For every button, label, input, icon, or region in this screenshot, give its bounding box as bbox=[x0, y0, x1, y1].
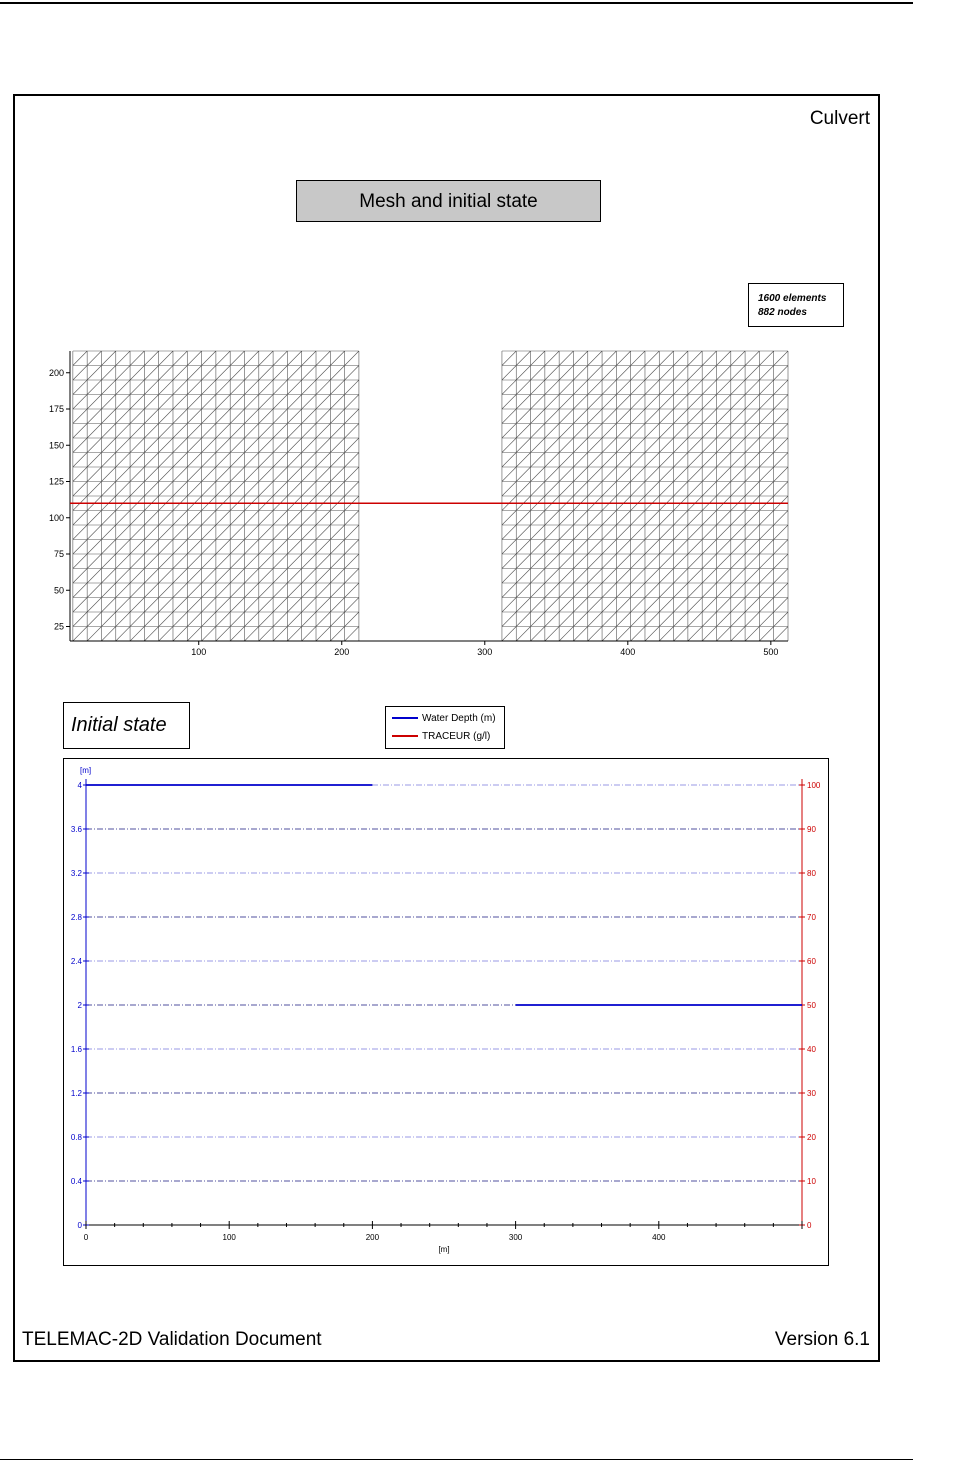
mesh-y-tick-label: 150 bbox=[48, 440, 64, 451]
bottom-rule bbox=[0, 1459, 913, 1460]
y2-tick-label: 90 bbox=[807, 825, 816, 834]
mesh-block-2 bbox=[502, 351, 788, 641]
mesh-x-tick-label: 500 bbox=[763, 647, 779, 657]
y2-tick-label: 10 bbox=[807, 1177, 816, 1186]
mesh-x-tick-label: 200 bbox=[334, 647, 350, 657]
y2-tick-label: 60 bbox=[807, 957, 816, 966]
profile-chart-box bbox=[63, 758, 829, 1266]
mesh-y-tick-label: 175 bbox=[48, 404, 64, 414]
y-tick-label: 0.8 bbox=[70, 1133, 82, 1142]
mesh-info-box bbox=[748, 283, 844, 327]
profile-plot bbox=[64, 759, 828, 1265]
x-tick-label: 300 bbox=[508, 1233, 523, 1242]
x-axis-label: [m] bbox=[438, 1245, 450, 1254]
initial-state-title: Initial state bbox=[63, 702, 190, 749]
y-tick-label: 0.4 bbox=[70, 1177, 82, 1186]
mesh-y-tick-label: 100 bbox=[48, 512, 64, 523]
y-tick-label: 4 bbox=[77, 781, 82, 790]
legend-entry-traceur bbox=[392, 730, 490, 744]
x-tick-label: 0 bbox=[83, 1233, 89, 1242]
legend-entry-water-depth bbox=[392, 712, 496, 726]
legend-swatch-water-depth bbox=[392, 717, 418, 719]
top-rule bbox=[0, 2, 913, 4]
legend-label-traceur: TRACEUR (g/l) bbox=[422, 731, 491, 742]
mesh-x-tick-label: 300 bbox=[477, 647, 493, 657]
mesh-y-tick-label: 125 bbox=[48, 476, 64, 487]
y2-tick-label: 20 bbox=[807, 1133, 816, 1142]
case-label: Culvert bbox=[809, 108, 870, 129]
y-tick-label: 1.2 bbox=[70, 1089, 82, 1098]
y2-tick-label: 30 bbox=[807, 1089, 816, 1098]
legend-label-water-depth: Water Depth (m) bbox=[422, 713, 496, 724]
mesh-grid-lines bbox=[502, 351, 788, 641]
document-version: Version 6.1 bbox=[774, 1329, 870, 1350]
legend-swatch-traceur bbox=[392, 735, 418, 737]
y2-tick-label: 70 bbox=[807, 913, 816, 922]
mesh-x-tick-label: 400 bbox=[620, 647, 636, 657]
page-frame bbox=[13, 94, 880, 1362]
y2-tick-label: 100 bbox=[807, 781, 821, 790]
y-tick-label: 3.2 bbox=[70, 869, 82, 878]
y2-tick-label: 0 bbox=[807, 1221, 812, 1230]
nodes-count: 882 nodes bbox=[758, 307, 807, 318]
y-tick-label: 2 bbox=[77, 1001, 82, 1010]
x-tick-label: 100 bbox=[222, 1233, 236, 1242]
document-title: TELEMAC-2D Validation Document bbox=[22, 1329, 322, 1350]
y-axis-label: [m] bbox=[80, 766, 92, 775]
mesh-grid-lines bbox=[73, 351, 359, 641]
mesh-y-tick-label: 25 bbox=[53, 621, 64, 632]
y-tick-label: 2.4 bbox=[70, 957, 82, 966]
mesh-y-tick-label: 200 bbox=[48, 367, 64, 378]
mesh-y-tick-label: 75 bbox=[53, 549, 64, 559]
y2-tick-label: 40 bbox=[807, 1045, 816, 1054]
legend bbox=[385, 706, 505, 749]
section-title: Mesh and initial state bbox=[296, 180, 601, 222]
y-tick-label: 1.6 bbox=[70, 1045, 82, 1054]
mesh-block-1 bbox=[73, 351, 359, 641]
mesh-x-tick-label: 100 bbox=[191, 647, 207, 657]
elements-count: 1600 elements bbox=[758, 293, 827, 304]
y-tick-label: 2.8 bbox=[70, 913, 82, 922]
y-tick-label: 3.6 bbox=[70, 825, 82, 834]
mesh-plot bbox=[25, 341, 815, 661]
y2-tick-label: 50 bbox=[807, 1001, 816, 1010]
mesh-y-tick-label: 50 bbox=[53, 585, 64, 596]
y-tick-label: 0 bbox=[77, 1221, 82, 1230]
x-tick-label: 200 bbox=[365, 1233, 380, 1242]
x-tick-label: 400 bbox=[652, 1233, 666, 1242]
y2-tick-label: 80 bbox=[807, 869, 816, 878]
